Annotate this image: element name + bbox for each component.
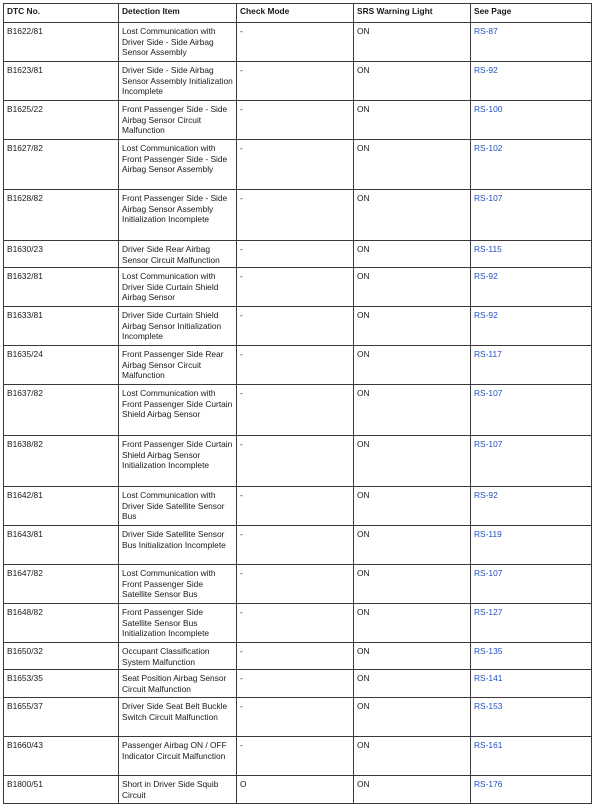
- see-page-link[interactable]: RS-87: [471, 23, 592, 62]
- header-detection-item: Detection Item: [119, 4, 237, 23]
- check-mode-cell: -: [237, 346, 354, 385]
- check-mode-cell: -: [237, 62, 354, 101]
- header-check-mode: Check Mode: [237, 4, 354, 23]
- table-row: [4, 268, 592, 307]
- table-row: [4, 670, 592, 698]
- dtc-table: [3, 3, 592, 804]
- srs-warning-light-cell: ON: [354, 526, 471, 565]
- srs-warning-light-cell: ON: [354, 643, 471, 670]
- detection-item-cell: Driver Side - Side Airbag Sensor Assembly Initialization Incomplete: [119, 62, 237, 101]
- table-row: [4, 190, 592, 241]
- dtc-code-cell: B1648/82: [4, 604, 119, 643]
- table-row: [4, 62, 592, 101]
- check-mode-cell: -: [237, 604, 354, 643]
- detection-item-cell: Occupant Classification System Malfunction: [119, 643, 237, 670]
- check-mode-cell: -: [237, 23, 354, 62]
- see-page-link[interactable]: RS-135: [471, 643, 592, 670]
- check-mode-cell: -: [237, 487, 354, 526]
- table-row: [4, 241, 592, 268]
- dtc-code-cell: B1655/37: [4, 698, 119, 737]
- detection-item-cell: Lost Communication with Front Passenger Side Satellite Sensor Bus: [119, 565, 237, 604]
- check-mode-cell: -: [237, 737, 354, 776]
- see-page-link[interactable]: RS-176: [471, 776, 592, 803]
- dtc-code-cell: B1632/81: [4, 268, 119, 307]
- check-mode-cell: -: [237, 268, 354, 307]
- dtc-code-cell: B1628/82: [4, 190, 119, 241]
- table-row: [4, 140, 592, 190]
- srs-warning-light-cell: ON: [354, 23, 471, 62]
- check-mode-cell: -: [237, 643, 354, 670]
- dtc-code-cell: B1642/81: [4, 487, 119, 526]
- dtc-code-cell: B1627/82: [4, 140, 119, 190]
- srs-warning-light-cell: ON: [354, 268, 471, 307]
- dtc-code-cell: B1633/81: [4, 307, 119, 346]
- srs-warning-light-cell: ON: [354, 241, 471, 268]
- srs-warning-light-cell: ON: [354, 604, 471, 643]
- table-row: [4, 101, 592, 140]
- srs-warning-light-cell: ON: [354, 346, 471, 385]
- see-page-link[interactable]: RS-107: [471, 565, 592, 604]
- see-page-link[interactable]: RS-107: [471, 190, 592, 241]
- detection-item-cell: Driver Side Rear Airbag Sensor Circuit Malfunction: [119, 241, 237, 268]
- see-page-link[interactable]: RS-119: [471, 526, 592, 565]
- table-row: [4, 346, 592, 385]
- srs-warning-light-cell: ON: [354, 101, 471, 140]
- check-mode-cell: O: [237, 776, 354, 803]
- see-page-link[interactable]: RS-117: [471, 346, 592, 385]
- check-mode-cell: -: [237, 385, 354, 436]
- table-row: [4, 307, 592, 346]
- detection-item-cell: Driver Side Satellite Sensor Bus Initialization Incomplete: [119, 526, 237, 565]
- dtc-code-cell: B1800/51: [4, 776, 119, 803]
- see-page-link[interactable]: RS-127: [471, 604, 592, 643]
- table-row: [4, 643, 592, 670]
- check-mode-cell: -: [237, 307, 354, 346]
- detection-item-cell: Driver Side Seat Belt Buckle Switch Circuit Malfunction: [119, 698, 237, 737]
- check-mode-cell: -: [237, 526, 354, 565]
- table-row: [4, 23, 592, 62]
- dtc-code-cell: B1623/81: [4, 62, 119, 101]
- see-page-link[interactable]: RS-92: [471, 62, 592, 101]
- check-mode-cell: -: [237, 565, 354, 604]
- detection-item-cell: Front Passenger Side Curtain Shield Airbag Sensor Initialization Incomplete: [119, 436, 237, 487]
- dtc-code-cell: B1637/82: [4, 385, 119, 436]
- see-page-link[interactable]: RS-100: [471, 101, 592, 140]
- table-row: [4, 487, 592, 526]
- see-page-link[interactable]: RS-141: [471, 670, 592, 698]
- detection-item-cell: Front Passenger Side Rear Airbag Sensor Circuit Malfunction: [119, 346, 237, 385]
- dtc-code-cell: B1638/82: [4, 436, 119, 487]
- srs-warning-light-cell: ON: [354, 776, 471, 803]
- srs-warning-light-cell: ON: [354, 307, 471, 346]
- detection-item-cell: Front Passenger Side - Side Airbag Sensor Circuit Malfunction: [119, 101, 237, 140]
- srs-warning-light-cell: ON: [354, 737, 471, 776]
- srs-warning-light-cell: ON: [354, 385, 471, 436]
- header-dtc-no: DTC No.: [4, 4, 119, 23]
- dtc-code-cell: B1625/22: [4, 101, 119, 140]
- see-page-link[interactable]: RS-107: [471, 436, 592, 487]
- detection-item-cell: Driver Side Curtain Shield Airbag Sensor Initialization Incomplete: [119, 307, 237, 346]
- table-row: [4, 698, 592, 737]
- dtc-code-cell: B1635/24: [4, 346, 119, 385]
- header-see-page: See Page: [471, 4, 592, 23]
- see-page-link[interactable]: RS-102: [471, 140, 592, 190]
- check-mode-cell: -: [237, 436, 354, 487]
- table-row: [4, 436, 592, 487]
- table-row: [4, 737, 592, 776]
- dtc-code-cell: B1653/35: [4, 670, 119, 698]
- detection-item-cell: Lost Communication with Driver Side - Side Airbag Sensor Assembly: [119, 23, 237, 62]
- dtc-code-cell: B1650/32: [4, 643, 119, 670]
- see-page-link[interactable]: RS-92: [471, 487, 592, 526]
- dtc-code-cell: B1660/43: [4, 737, 119, 776]
- see-page-link[interactable]: RS-161: [471, 737, 592, 776]
- srs-warning-light-cell: ON: [354, 140, 471, 190]
- dtc-code-cell: B1622/81: [4, 23, 119, 62]
- detection-item-cell: Lost Communication with Front Passenger Side Curtain Shield Airbag Sensor: [119, 385, 237, 436]
- srs-warning-light-cell: ON: [354, 487, 471, 526]
- check-mode-cell: -: [237, 241, 354, 268]
- check-mode-cell: -: [237, 670, 354, 698]
- check-mode-cell: -: [237, 698, 354, 737]
- see-page-link[interactable]: RS-92: [471, 307, 592, 346]
- detection-item-cell: Lost Communication with Driver Side Curtain Shield Airbag Sensor: [119, 268, 237, 307]
- detection-item-cell: Short in Driver Side Squib Circuit: [119, 776, 237, 803]
- detection-item-cell: Passenger Airbag ON / OFF Indicator Circuit Malfunction: [119, 737, 237, 776]
- check-mode-cell: -: [237, 190, 354, 241]
- detection-item-cell: Front Passenger Side Satellite Sensor Bus Initialization Incomplete: [119, 604, 237, 643]
- header-srs-warning-light: SRS Warning Light: [354, 4, 471, 23]
- detection-item-cell: Lost Communication with Driver Side Satellite Sensor Bus: [119, 487, 237, 526]
- detection-item-cell: Seat Position Airbag Sensor Circuit Malfunction: [119, 670, 237, 698]
- table-row: [4, 604, 592, 643]
- table-row: [4, 776, 592, 803]
- see-page-link[interactable]: RS-153: [471, 698, 592, 737]
- dtc-code-cell: B1647/82: [4, 565, 119, 604]
- check-mode-cell: -: [237, 140, 354, 190]
- see-page-link[interactable]: RS-92: [471, 268, 592, 307]
- srs-warning-light-cell: ON: [354, 670, 471, 698]
- table-row: [4, 526, 592, 565]
- detection-item-cell: Lost Communication with Front Passenger Side - Side Airbag Sensor Assembly: [119, 140, 237, 190]
- dtc-code-cell: B1643/81: [4, 526, 119, 565]
- see-page-link[interactable]: RS-115: [471, 241, 592, 268]
- dtc-code-cell: B1630/23: [4, 241, 119, 268]
- srs-warning-light-cell: ON: [354, 190, 471, 241]
- header-row: [4, 4, 592, 23]
- srs-warning-light-cell: ON: [354, 698, 471, 737]
- table-row: [4, 565, 592, 604]
- srs-warning-light-cell: ON: [354, 565, 471, 604]
- see-page-link[interactable]: RS-107: [471, 385, 592, 436]
- detection-item-cell: Front Passenger Side - Side Airbag Sensor Assembly Initialization Incomplete: [119, 190, 237, 241]
- check-mode-cell: -: [237, 101, 354, 140]
- table-row: [4, 385, 592, 436]
- srs-warning-light-cell: ON: [354, 436, 471, 487]
- srs-warning-light-cell: ON: [354, 62, 471, 101]
